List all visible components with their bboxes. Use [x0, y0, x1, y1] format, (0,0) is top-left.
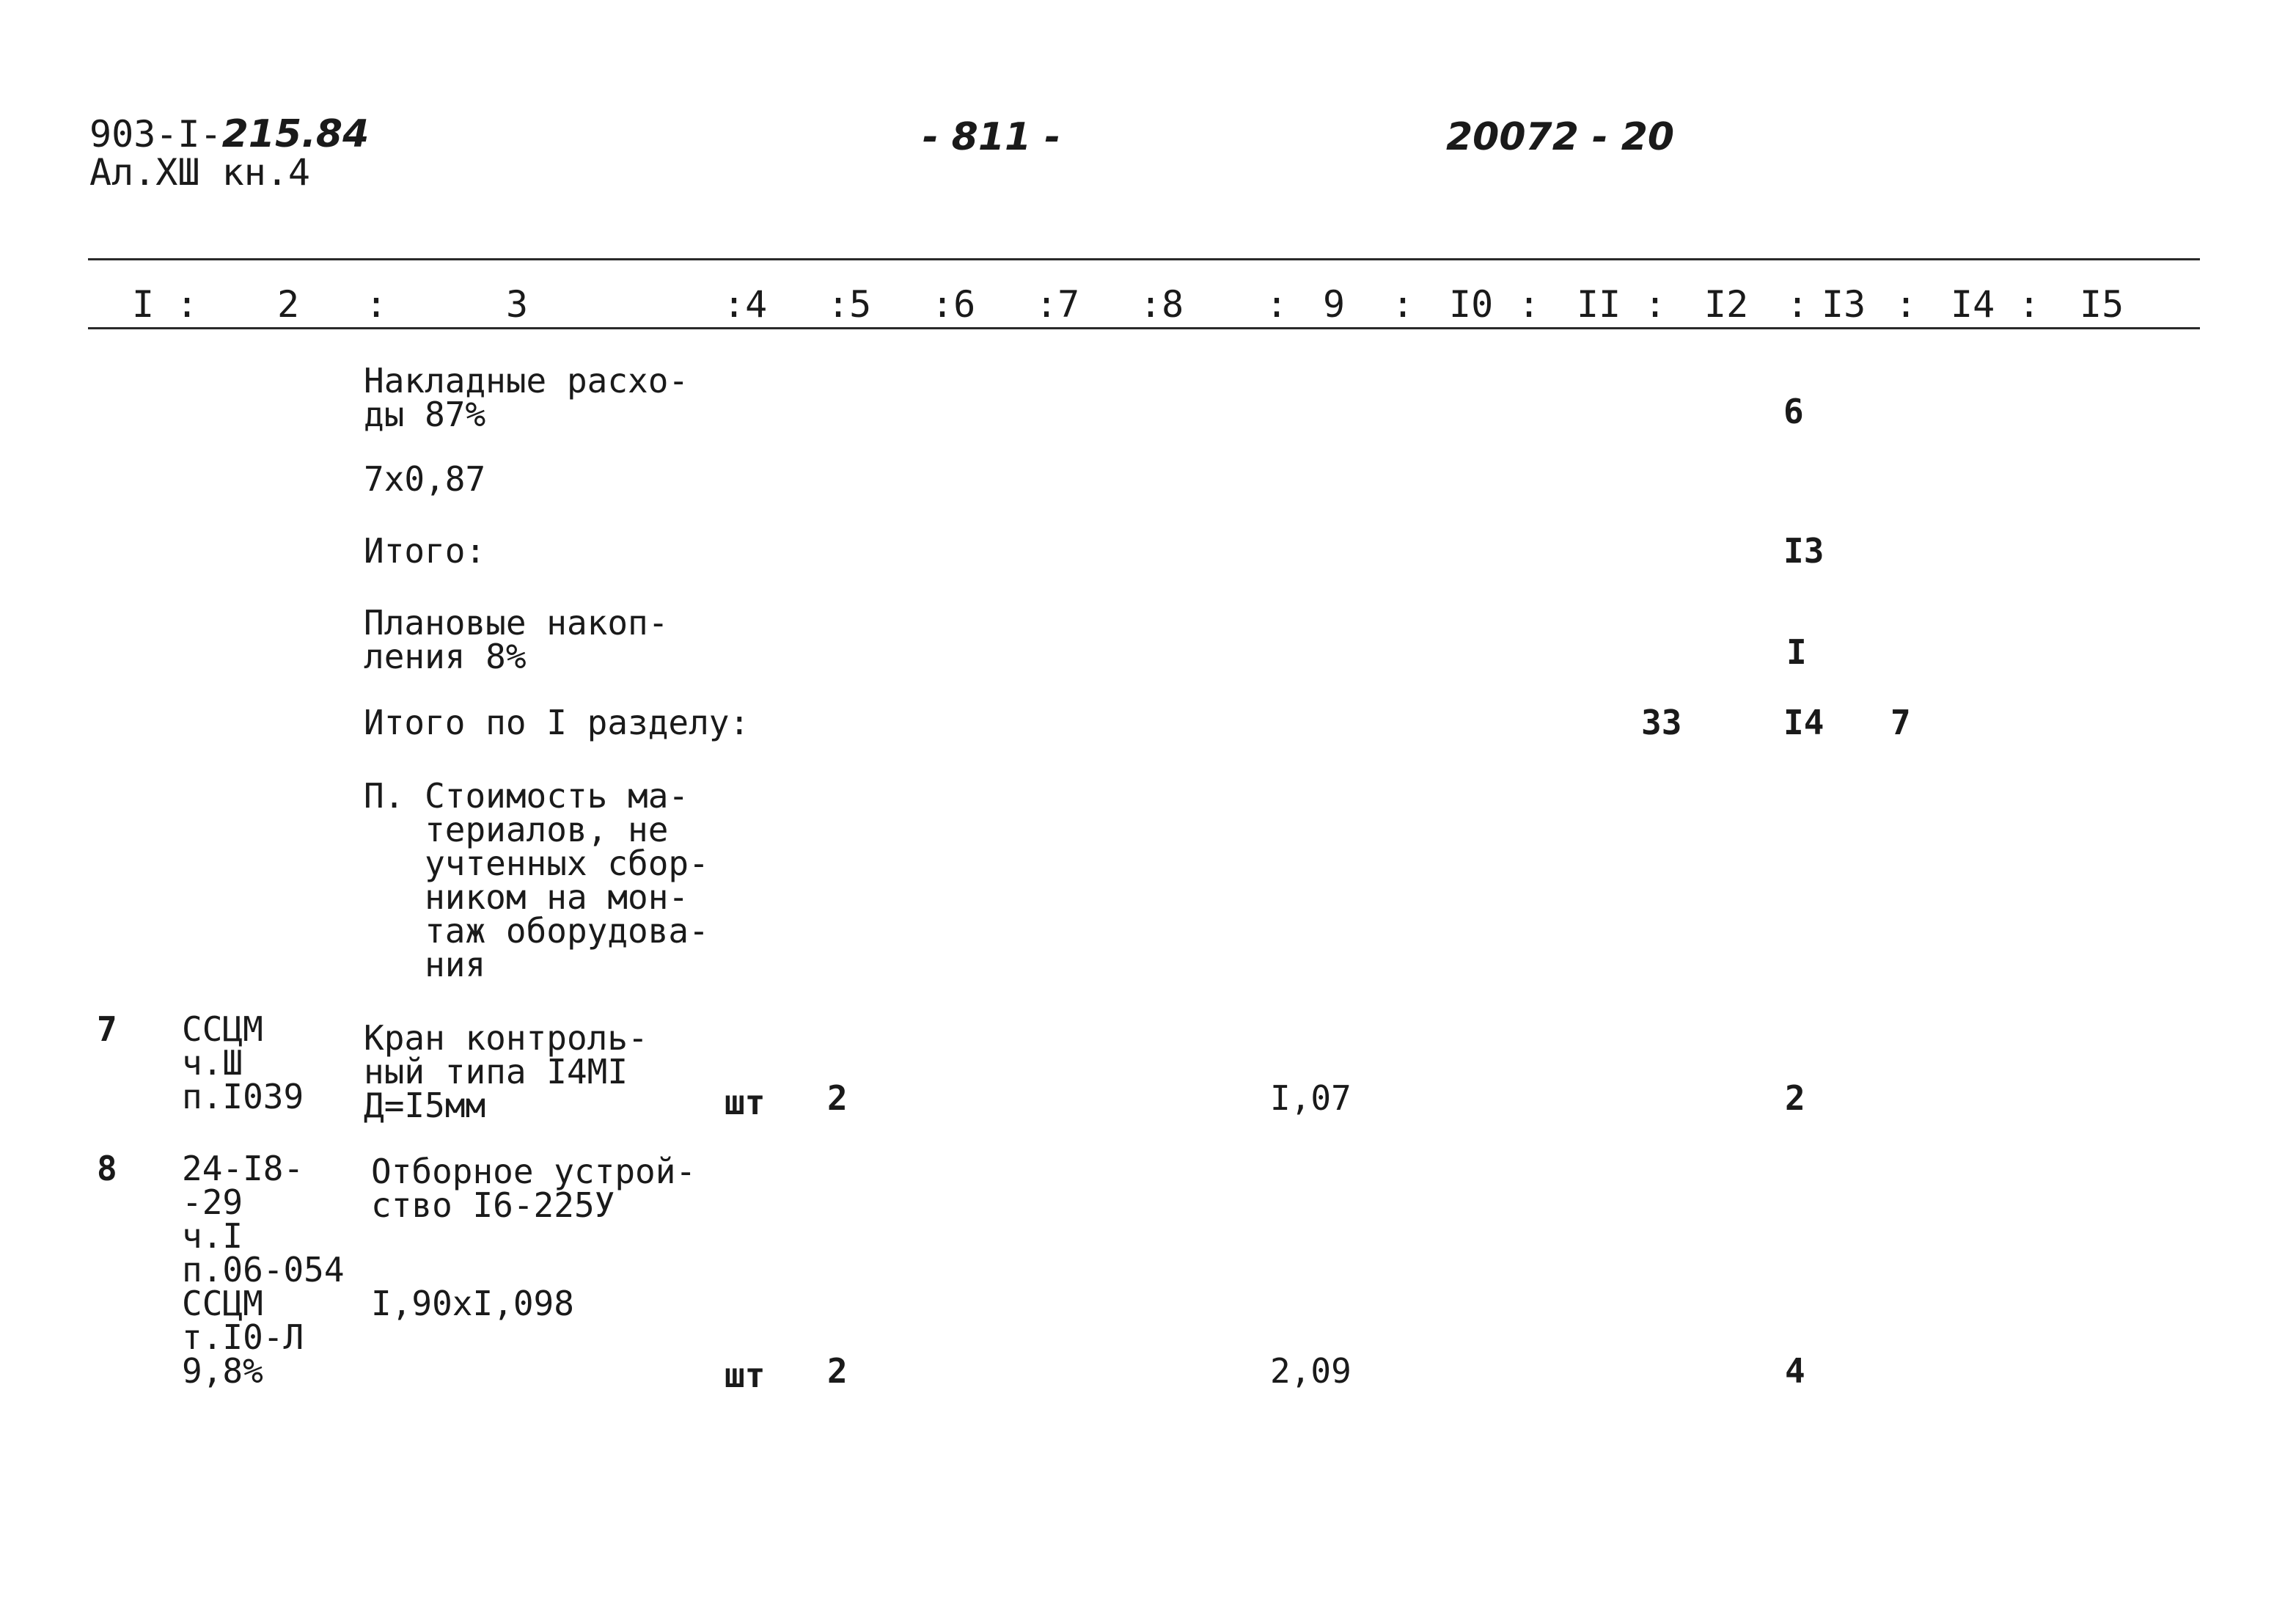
section-ii-heading: П. Стоимость ма- териалов, не учтенных сбор- ником на мон- таж оборудова- ния	[364, 776, 709, 984]
col-header-sep: :	[1895, 283, 1918, 326]
doc-code-prefix: 903-I-	[89, 113, 222, 156]
item-7-unit-price: I,07	[1270, 1078, 1351, 1118]
table-header-rule	[88, 327, 2200, 329]
row-section-total-col13: I4	[1783, 703, 1824, 742]
col-header-sep: :	[1518, 283, 1541, 326]
item-8-quantity: 2	[827, 1351, 848, 1391]
col-header-7: :7	[1035, 283, 1080, 326]
col-header-9: 9	[1323, 283, 1346, 326]
item-7-number: 7	[97, 1009, 117, 1049]
item-7-unit: шт	[725, 1083, 766, 1122]
table-top-rule	[88, 258, 2200, 260]
item-8-description: Отборное устрой- ство I6-225У	[371, 1152, 697, 1225]
row-subtotal-label: Итого:	[364, 531, 486, 571]
item-7-total: 2	[1785, 1078, 1805, 1118]
col-header-14: I4	[1951, 283, 1995, 326]
page-number: - 811 -	[923, 115, 1060, 159]
col-header-12: I2	[1704, 283, 1749, 326]
col-header-sep: :	[176, 283, 199, 326]
row-section-total-col14: 7	[1890, 703, 1911, 742]
row-planned-savings-description: Плановые накоп- ления 8%	[364, 603, 669, 676]
doc-code	[89, 112, 370, 156]
row-calc-description: 7x0,87	[364, 459, 486, 499]
col-header-1: I	[132, 283, 155, 326]
col-header-8: :8	[1140, 283, 1184, 326]
col-header-sep: :	[1644, 283, 1667, 326]
col-header-2: 2	[277, 283, 300, 326]
col-header-sep: :	[1266, 283, 1288, 326]
col-header-13: I3	[1822, 283, 1866, 326]
row-overhead-col13: 6	[1783, 392, 1804, 431]
row-subtotal-col13: I3	[1783, 531, 1824, 571]
col-header-6: :6	[931, 283, 976, 326]
item-8-unit: шт	[725, 1356, 766, 1395]
document-number: 20072 - 20	[1446, 115, 1675, 159]
col-header-3: 3	[506, 283, 529, 326]
item-8-reference: 24-I8- -29 ч.I п.06-054 ССЦМ т.I0-Л 9,8%	[182, 1149, 345, 1391]
col-header-sep: :	[1786, 283, 1809, 326]
item-8-calc: I,90xI,098	[371, 1284, 574, 1323]
item-8-number: 8	[97, 1149, 117, 1188]
col-header-sep: :	[2018, 283, 2041, 326]
item-7-reference: ССЦМ ч.Ш п.I039	[182, 1009, 304, 1116]
col-header-sep: :	[365, 283, 388, 326]
doc-code-handwritten: 215.84	[221, 112, 370, 156]
album-reference: Ал.ХШ кн.4	[89, 151, 311, 194]
row-section-total-col12: 33	[1641, 703, 1682, 742]
col-header-10: I0	[1449, 283, 1494, 326]
col-header-11: II	[1577, 283, 1621, 326]
item-8-unit-price: 2,09	[1270, 1351, 1351, 1391]
col-header-4: :4	[723, 283, 768, 326]
item-8-total: 4	[1785, 1351, 1805, 1391]
col-header-5: :5	[827, 283, 872, 326]
row-overhead-description: Накладные расхо- ды 87%	[364, 361, 689, 434]
item-7-description: Кран контроль- ный типа I4MI Д=I5мм	[364, 1018, 648, 1125]
col-header-sep: :	[1392, 283, 1415, 326]
item-7-quantity: 2	[827, 1078, 848, 1118]
col-header-15: I5	[2080, 283, 2124, 326]
row-planned-savings-col13: I	[1786, 632, 1807, 672]
row-section-total-label: Итого по I разделу:	[364, 703, 750, 742]
